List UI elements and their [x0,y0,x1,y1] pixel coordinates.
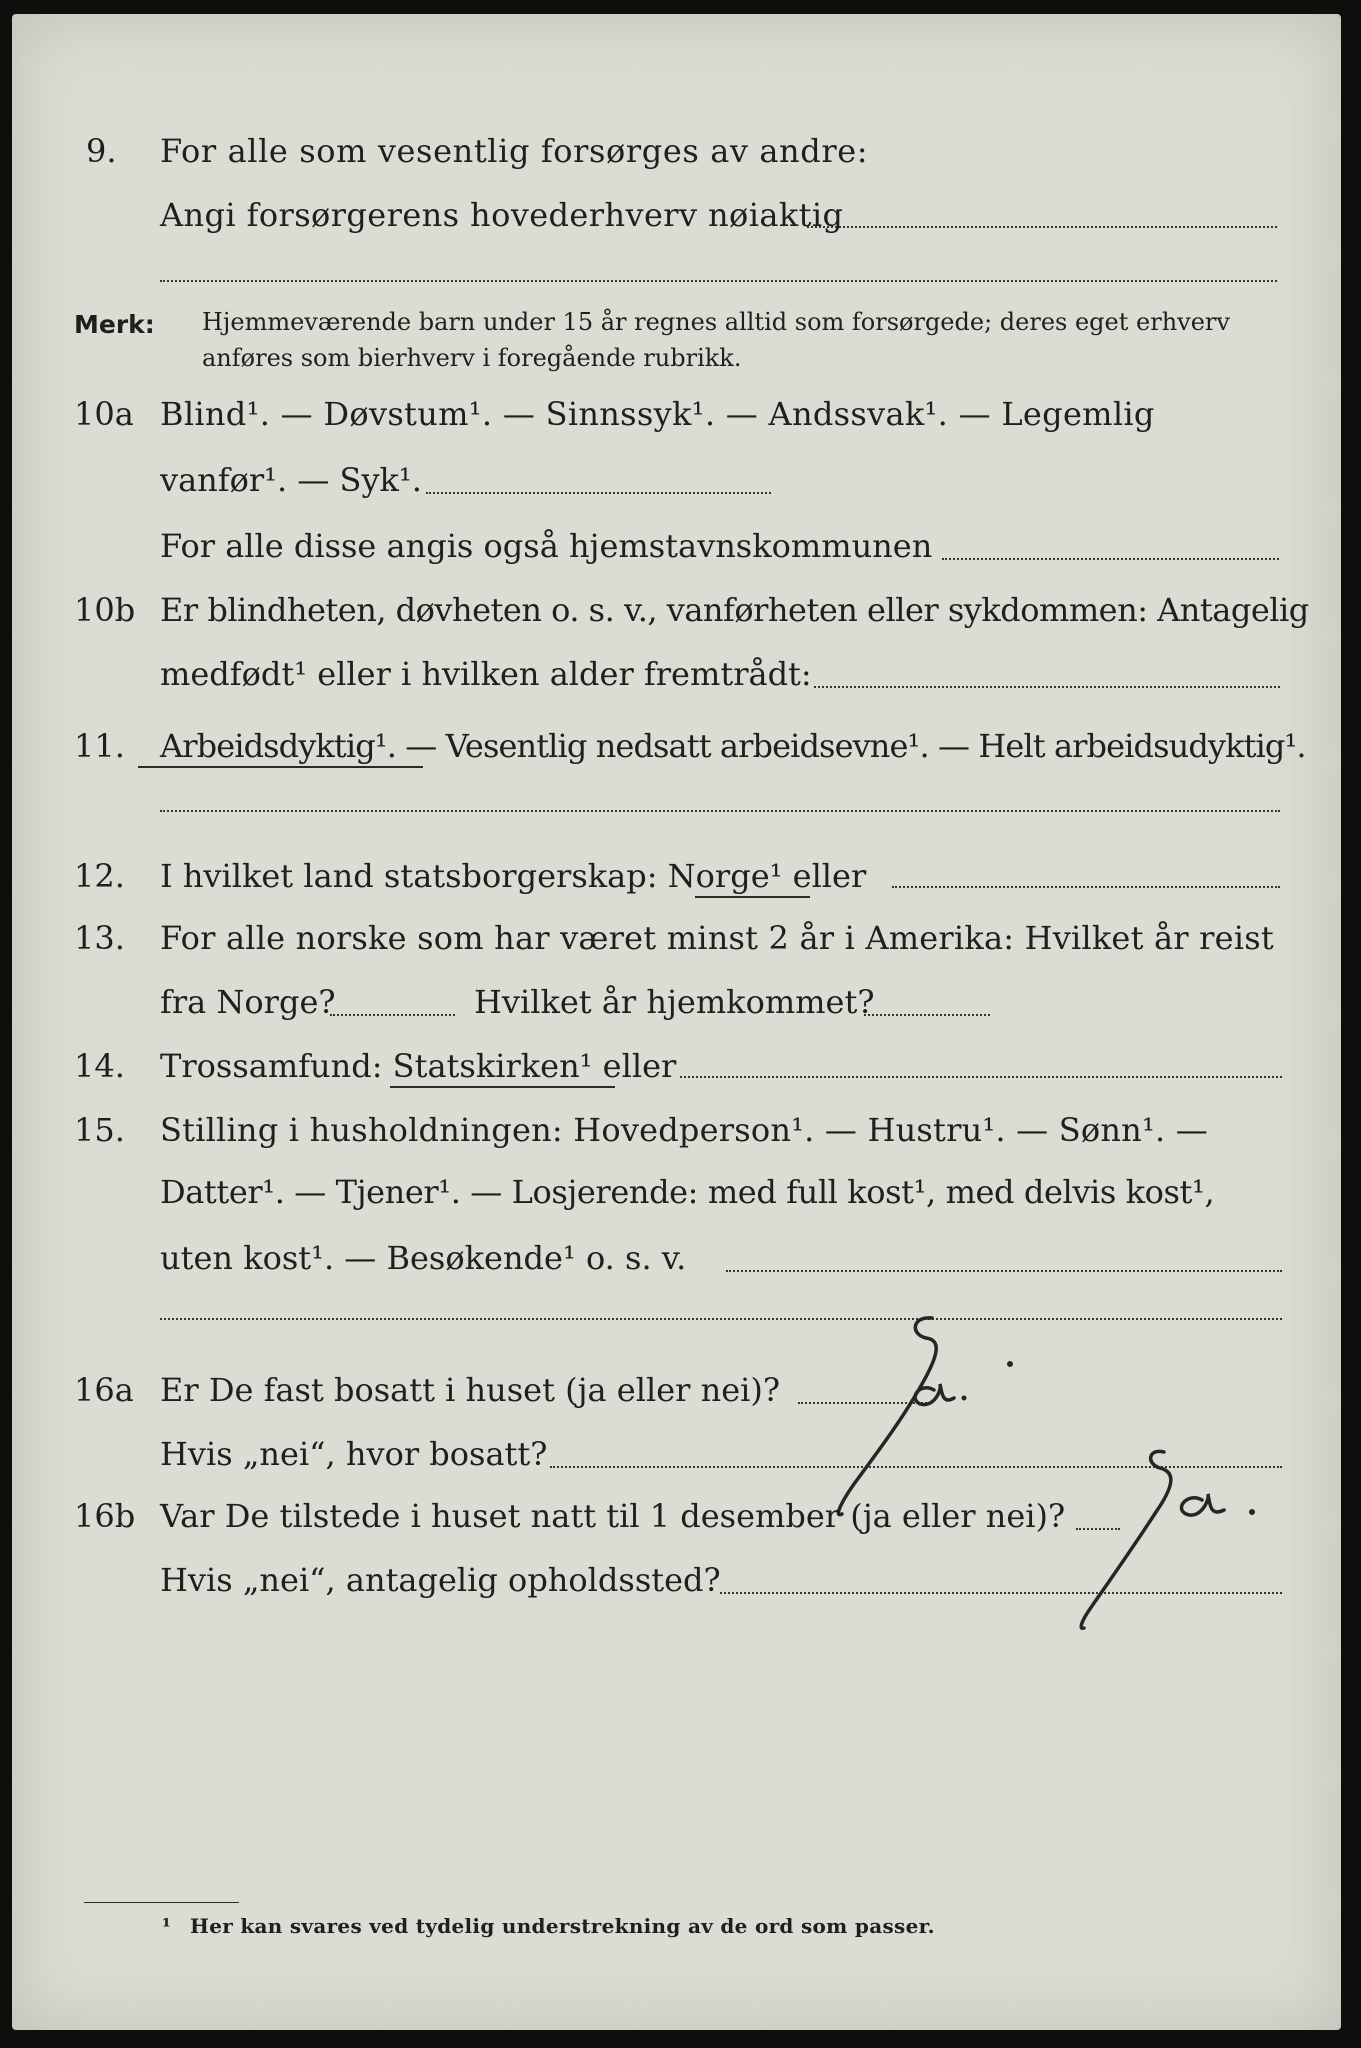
answer-line [942,558,1279,560]
question-text: Trossamfund: Statskirken¹ eller [160,1047,677,1085]
question-number: 9. [86,132,117,170]
answer-line [864,1014,990,1016]
question-number: 13. [74,919,125,957]
answer-line [720,1592,1282,1594]
question-text: For alle disse angis også hjemstavnskommunen [160,527,933,565]
question-text: Er De fast bosatt i huset (ja eller nei)? [160,1371,781,1409]
question-number: 16a [74,1371,134,1409]
question-text: Hvis „nei“, antagelig opholdssted? [160,1561,721,1599]
answer-line [680,1076,1282,1078]
answer-line [892,886,1280,888]
question-text: Hvilket år hjemkommet? [474,983,875,1021]
question-number: 10b [74,591,136,629]
answer-line [160,1318,1282,1320]
footnote-marker: ¹ [162,1914,171,1938]
question-text: I hvilket land statsborgerskap: Norge¹ eller [160,857,867,895]
question-number: 16b [74,1497,136,1535]
question-text: medfødt¹ eller i hvilken alder fremtrådt: [160,655,812,693]
answer-line [160,810,1280,812]
handwritten-underline [695,896,810,898]
question-number: 12. [74,857,125,895]
handwritten-answer-ja [792,1298,1042,1528]
merk-line: anføres som bierhverv i foregående rubrikk. [202,344,742,372]
handwritten-answer-ja [1052,1430,1312,1640]
question-text: Datter¹. — Tjener¹. — Losjerende: med full kost¹, med delvis kost¹, [160,1173,1215,1211]
question-text: uten kost¹. — Besøkende¹ o. s. v. [160,1239,687,1277]
question-number: 15. [74,1111,125,1149]
footnote-text: Her kan svares ved tydelig understrekning av de ord som passer. [190,1914,935,1938]
question-text: Er blindheten, døvheten o. s. v., vanførheten eller sykdommen: Antagelig [160,591,1309,629]
footnote-rule [84,1902,239,1903]
answer-line [726,1270,1282,1272]
question-text: Stilling i husholdningen: Hovedperson¹. — Hustru¹. — Sønn¹. — [160,1111,1208,1149]
question-number: 11. [74,727,125,765]
question-text: vanfør¹. — Syk¹. [160,461,422,499]
answer-line [798,1402,930,1404]
question-number: 10a [74,395,134,433]
handwritten-underline [138,766,423,768]
answer-line [426,492,771,494]
question-text: Blind¹. — Døvstum¹. — Sinnssyk¹. — Andssvak¹. — Legemlig [160,395,1155,433]
answer-line [550,1466,1282,1468]
question-text: fra Norge? [160,983,336,1021]
question-number: 14. [74,1047,125,1085]
question-text: Hvis „nei“, hvor bosatt? [160,1435,548,1473]
merk-label: Merk: [74,310,155,339]
handwritten-underline [390,1086,615,1088]
census-form-page [12,14,1341,2030]
answer-line [330,1014,455,1016]
question-text: Angi forsørgerens hovederhverv nøiaktig [160,196,844,234]
answer-line [1076,1528,1120,1530]
merk-line: Hjemmeværende barn under 15 år regnes alltid som forsørgede; deres eget erhverv [202,308,1230,336]
question-text: Arbeidsdyktig¹. — Vesentlig nedsatt arbeidsevne¹. — Helt arbeidsudyktig¹. [160,727,1306,765]
question-text: Var De tilstede i huset natt til 1 desember (ja eller nei)? [160,1497,1066,1535]
answer-line [160,280,1277,282]
question-text: For alle som vesentlig forsørges av andre: [160,132,869,170]
question-text: For alle norske som har været minst 2 år i Amerika: Hvilket år reist [160,919,1274,957]
answer-line [814,686,1280,688]
answer-line [807,226,1277,228]
